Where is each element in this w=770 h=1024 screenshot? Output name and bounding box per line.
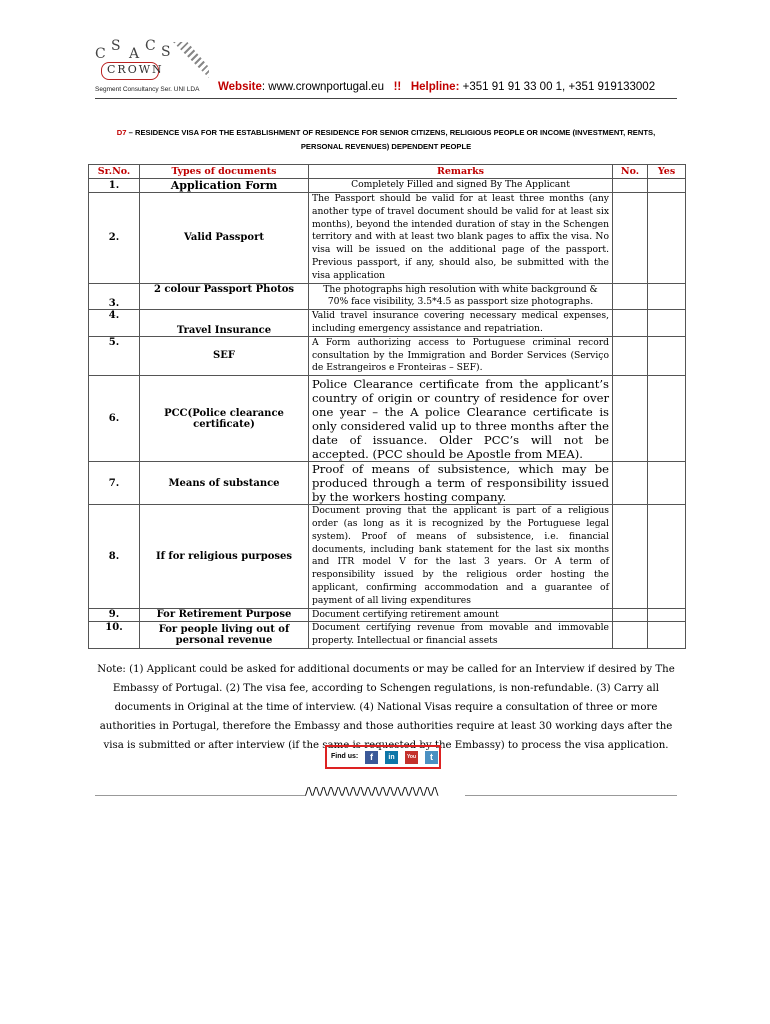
page-title <box>95 126 677 154</box>
row-number: 10. <box>89 622 140 649</box>
row-number: 6. <box>89 376 140 462</box>
no-checkbox-cell[interactable] <box>613 608 648 622</box>
linkedin-icon[interactable]: in <box>385 751 398 764</box>
remarks-cell: Valid travel insurance covering necessary medical expenses, including emergency assistance and repatriation. <box>309 310 613 337</box>
document-type: 2 colour Passport Photos <box>140 283 309 310</box>
table-row <box>89 376 686 462</box>
row-number: 3. <box>89 283 140 310</box>
logo-stripes <box>173 42 209 78</box>
remarks-cell: Document proving that the applicant is part of a religious order (as long as it is recognized by the Portuguese legal system). Proof of means of subsistence, i.e. financial documents, including bank statement for the last six months and ITR model V for the last 3 years. Or A term of responsibility issued by the religious order hosting the applicant, confirming accommodation and a guarantee of payment of all living expenditures <box>309 505 613 608</box>
header-no: No. <box>613 165 648 179</box>
remarks-cell: The Passport should be valid for at least three months (any another type of travel document should be valid for at least six months), beyond the intended duration of stay in the Schengen territory and with at least two blank pages to affix the visa. No visa will be issued on the additional page of the passport. Previous passport, if any, should also, be submitted with the visa application <box>309 193 613 284</box>
company-logo <box>95 40 210 98</box>
helpline-label: Helpline: <box>410 81 460 93</box>
logo-letter: S <box>161 44 171 60</box>
yes-checkbox-cell[interactable] <box>648 622 686 649</box>
table-row <box>89 179 686 193</box>
document-type: For Retirement Purpose <box>140 608 309 622</box>
header-yes: Yes <box>648 165 686 179</box>
document-type: PCC(Police clearance certificate) <box>140 376 309 462</box>
no-checkbox-cell[interactable] <box>613 462 648 505</box>
logo-letter: S <box>111 38 121 54</box>
table-row <box>89 283 686 310</box>
yes-checkbox-cell[interactable] <box>648 505 686 608</box>
table-header-row <box>89 165 686 179</box>
row-number: 5. <box>89 336 140 375</box>
website-label: Website <box>218 81 262 93</box>
table-row <box>89 336 686 375</box>
table-row <box>89 608 686 622</box>
document-type: For people living out of personal revenue <box>140 622 309 649</box>
twitter-icon[interactable]: t <box>425 751 438 764</box>
youtube-icon[interactable]: You <box>405 751 418 764</box>
remarks-cell: Police Clearance certificate from the applicant’s country of origin or country of residence for over one year – the A police Clearance certificate is only considered valid up to three months after the date of issuance. Older PCC’s will not be accepted. (PCC should be Apostle from MEA). <box>309 376 613 462</box>
yes-checkbox-cell[interactable] <box>648 283 686 310</box>
yes-checkbox-cell[interactable] <box>648 179 686 193</box>
facebook-icon[interactable]: f <box>365 751 378 764</box>
table-row <box>89 193 686 284</box>
title-text: – RESIDENCE VISA FOR THE ESTABLISHMENT OF RESIDENCE FOR SENIOR CITIZENS, RELIGIOUS PEOPLE OR INCOME (INVESTMENT, RENTS, PERSONAL REVENUES) DEPENDENT PEOPLE <box>126 128 656 151</box>
no-checkbox-cell[interactable] <box>613 376 648 462</box>
requirements-table <box>88 164 686 649</box>
no-checkbox-cell[interactable] <box>613 505 648 608</box>
remarks-cell: Document certifying revenue from movable and immovable property. Intellectual or financial assets <box>309 622 613 649</box>
logo-letter: C <box>95 46 106 62</box>
logo-subtitle: Segment Consultancy Ser. UNI LDA <box>95 86 200 93</box>
table-row <box>89 622 686 649</box>
row-number: 7. <box>89 462 140 505</box>
header-sr-no: Sr.No. <box>89 165 140 179</box>
find-us-label: Find us: <box>331 753 359 760</box>
no-checkbox-cell[interactable] <box>613 336 648 375</box>
remarks-cell: A Form authorizing access to Portuguese criminal record consultation by the Immigration and Border Services (Serviço de Estrangeiros e Fronteiras – SEF). <box>309 336 613 375</box>
row-number: 4. <box>89 310 140 337</box>
footer-rule-left <box>95 795 305 796</box>
header-separator: !! <box>393 81 402 93</box>
header-divider <box>95 98 677 99</box>
no-checkbox-cell[interactable] <box>613 283 648 310</box>
footer-rule-right <box>465 795 677 796</box>
row-number: 8. <box>89 505 140 608</box>
row-number: 1. <box>89 179 140 193</box>
remarks-cell: Document certifying retirement amount <box>309 608 613 622</box>
document-type: Means of substance <box>140 462 309 505</box>
yes-checkbox-cell[interactable] <box>648 336 686 375</box>
no-checkbox-cell[interactable] <box>613 179 648 193</box>
row-number: 9. <box>89 608 140 622</box>
remarks-cell: Completely Filled and signed By The Applicant <box>309 179 613 193</box>
contact-header <box>218 81 655 93</box>
footer-zigzag: /\/\/\/\/\/\/\/\/\/\/\/\/\/\/\/\/\/\ <box>305 785 439 798</box>
header-remarks: Remarks <box>309 165 613 179</box>
no-checkbox-cell[interactable] <box>613 310 648 337</box>
logo-letter: A <box>129 46 140 62</box>
no-checkbox-cell[interactable] <box>613 622 648 649</box>
visa-code: D7 <box>116 128 127 137</box>
remarks-cell: The photographs high resolution with white background & 70% face visibility, 3.5*4.5 as passport size photographs. <box>309 283 613 310</box>
yes-checkbox-cell[interactable] <box>648 376 686 462</box>
yes-checkbox-cell[interactable] <box>648 608 686 622</box>
website-url[interactable]: : www.crownportugal.eu <box>261 81 384 93</box>
header-document-type: Types of documents <box>140 165 309 179</box>
row-number: 2. <box>89 193 140 284</box>
logo-name: CROWN <box>107 63 164 76</box>
no-checkbox-cell[interactable] <box>613 193 648 284</box>
yes-checkbox-cell[interactable] <box>648 193 686 284</box>
table-row <box>89 310 686 337</box>
remarks-cell: Proof of means of subsistence, which may be produced through a term of responsibility issued by the workers hosting company. <box>309 462 613 505</box>
logo-letter: C <box>145 38 156 54</box>
table-row <box>89 462 686 505</box>
important-note: Note: (1) Applicant could be asked for additional documents or may be called for an Interview if desired by The Embassy of Portugal. (2) The visa fee, according to Schengen regulations, is non-refundable. (3) Carry all documents in Original at the time of interview. (4) National Visas require a consultation of three or more authorities in Portugal, therefore the Embassy and those authorities require at least 30 working days after the visa is submitted or after interview (if the same is requested by the Embassy) to process the visa application. <box>97 664 675 751</box>
document-type: Valid Passport <box>140 193 309 284</box>
document-type: Application Form <box>140 179 309 193</box>
yes-checkbox-cell[interactable] <box>648 462 686 505</box>
table-row <box>89 505 686 608</box>
document-type: Travel Insurance <box>140 310 309 337</box>
document-type: SEF <box>140 336 309 375</box>
document-type: If for religious purposes <box>140 505 309 608</box>
yes-checkbox-cell[interactable] <box>648 310 686 337</box>
helpline-numbers: +351 91 91 33 00 1, +351 919133002 <box>462 81 656 93</box>
social-links-box <box>325 745 441 769</box>
